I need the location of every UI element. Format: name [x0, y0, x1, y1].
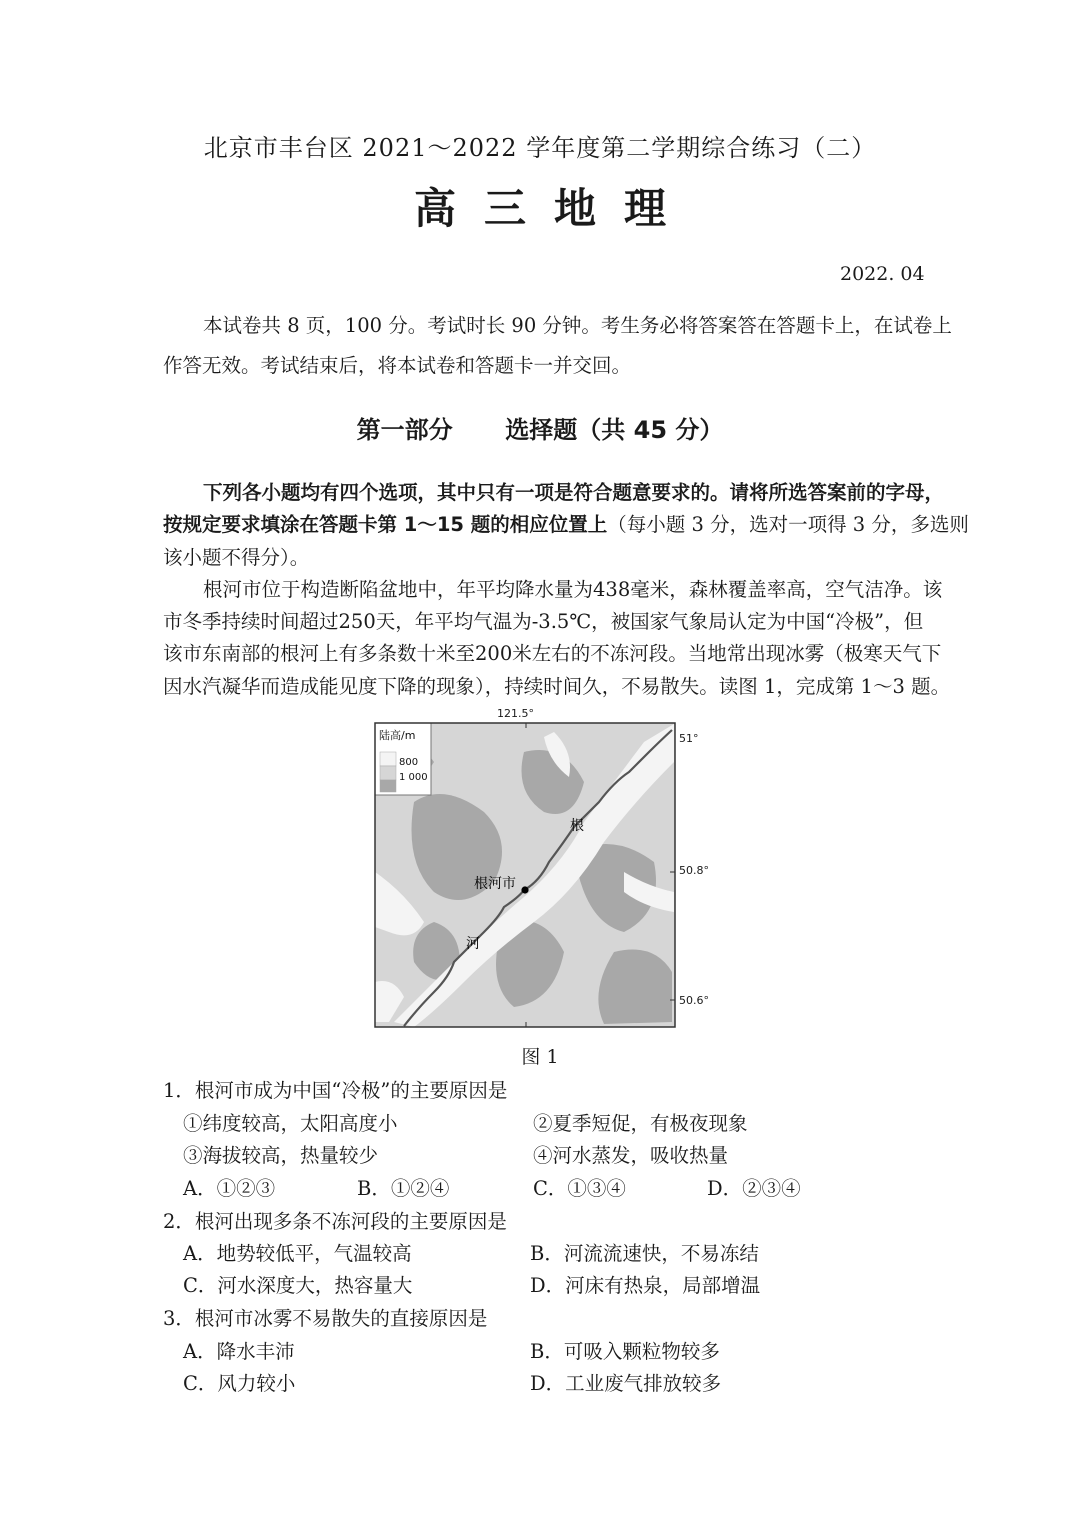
q3-option-c[interactable]: C．风力较小	[183, 1372, 296, 1395]
instruction-bold: 按规定要求填涂在答题卡第 1～15 题的相应位置上	[163, 513, 608, 536]
legend-title: 陆高/m	[379, 729, 416, 742]
q1-option-d[interactable]: D．②③④	[707, 1177, 801, 1200]
section-title	[0, 410, 1080, 445]
q1-statement-4: ④河水蒸发，吸收热量	[533, 1144, 729, 1167]
q3-option-b[interactable]: B．可吸入颗粒物较多	[530, 1340, 720, 1363]
subject-title: 高三地理	[413, 184, 694, 233]
question-1-stem: 1．根河市成为中国“冷极”的主要原因是	[163, 1079, 508, 1102]
passage-line-3: 该市东南部的根河上有多条数十米至200米左右的不冻河段。当地常出现冰雾（极寒天气下	[163, 642, 942, 665]
passage-line-1: 根河市位于构造断陷盆地中，年平均降水量为438毫米，森林覆盖率高，空气洁净。该	[203, 578, 943, 601]
river-label-1: 根	[570, 818, 584, 834]
city-label: 根河市	[474, 876, 516, 892]
instruction-normal: （每小题 3 分，选对一项得 3 分，多选则	[607, 513, 969, 536]
q1-statement-1: ①纬度较高，太阳高度小	[183, 1112, 398, 1135]
instruction-line-3: 该小题不得分）。	[163, 546, 310, 569]
question-3-stem: 3．根河市冰雾不易散失的直接原因是	[163, 1307, 488, 1330]
q2-option-c[interactable]: C．河水深度大，热容量大	[183, 1274, 413, 1297]
q3-option-a[interactable]: A．降水丰沛	[183, 1340, 295, 1363]
q2-option-d[interactable]: D．河床有热泉，局部增温	[530, 1274, 761, 1297]
q1-option-b[interactable]: B．①②④	[357, 1177, 450, 1200]
question-2-stem: 2．根河出现多条不冻河段的主要原因是	[163, 1210, 507, 1233]
intro-line-1: 本试卷共 8 页，100 分。考试时长 90 分钟。考生务必将答案答在答题卡上，在试卷上	[203, 314, 952, 337]
map-svg	[374, 722, 676, 1028]
q2-option-b[interactable]: B．河流流速快，不易冻结	[530, 1242, 759, 1265]
q3-option-d[interactable]: D．工业废气排放较多	[530, 1372, 722, 1395]
lon-label: 121.5°	[497, 707, 534, 720]
instruction-line-2	[163, 509, 969, 537]
intro-line-2: 作答无效。考试结束后，将本试卷和答题卡一并交回。	[163, 354, 632, 377]
q1-statement-2: ②夏季短促，有极夜现象	[533, 1112, 748, 1135]
river-label-2: 河	[466, 936, 480, 952]
lat-label-506: 50.6°	[679, 994, 709, 1007]
q1-statement-3: ③海拔较高，热量较少	[183, 1144, 379, 1167]
legend-swatch-mid	[380, 766, 396, 780]
section-name: 选择题（共 45 分）	[505, 416, 724, 444]
section-part: 第一部分	[356, 416, 453, 444]
q1-option-c[interactable]: C．①③④	[533, 1177, 626, 1200]
figure-caption: 图 1	[521, 1046, 559, 1068]
legend-800: 800	[399, 757, 419, 768]
legend-1000: 1 000	[399, 772, 428, 783]
lat-label-51: 51°	[679, 732, 699, 745]
passage-line-4: 因水汽凝华而造成能见度下降的现象），持续时间久，不易散失。读图 1，完成第 1～3 题。	[163, 675, 951, 698]
q1-option-a[interactable]: A．①②③	[183, 1177, 276, 1200]
legend-swatch-low	[380, 752, 396, 766]
exam-date: 2022. 04	[840, 263, 925, 285]
legend-swatch-high	[380, 780, 396, 792]
figure-1-map	[374, 722, 676, 1028]
exam-title: 北京市丰台区 2021～2022 学年度第二学期综合练习（二）	[203, 134, 877, 162]
lat-label-508: 50.8°	[679, 864, 709, 877]
passage-line-2: 市冬季持续时间超过250天，年平均气温为-3.5℃，被国家气象局认定为中国“冷极”，但	[163, 610, 924, 633]
instruction-line-1: 下列各小题均有四个选项，其中只有一项是符合题意要求的。请将所选答案前的字母，	[203, 481, 945, 504]
q2-option-a[interactable]: A．地势较低平，气温较高	[183, 1242, 412, 1265]
city-marker	[521, 886, 528, 893]
